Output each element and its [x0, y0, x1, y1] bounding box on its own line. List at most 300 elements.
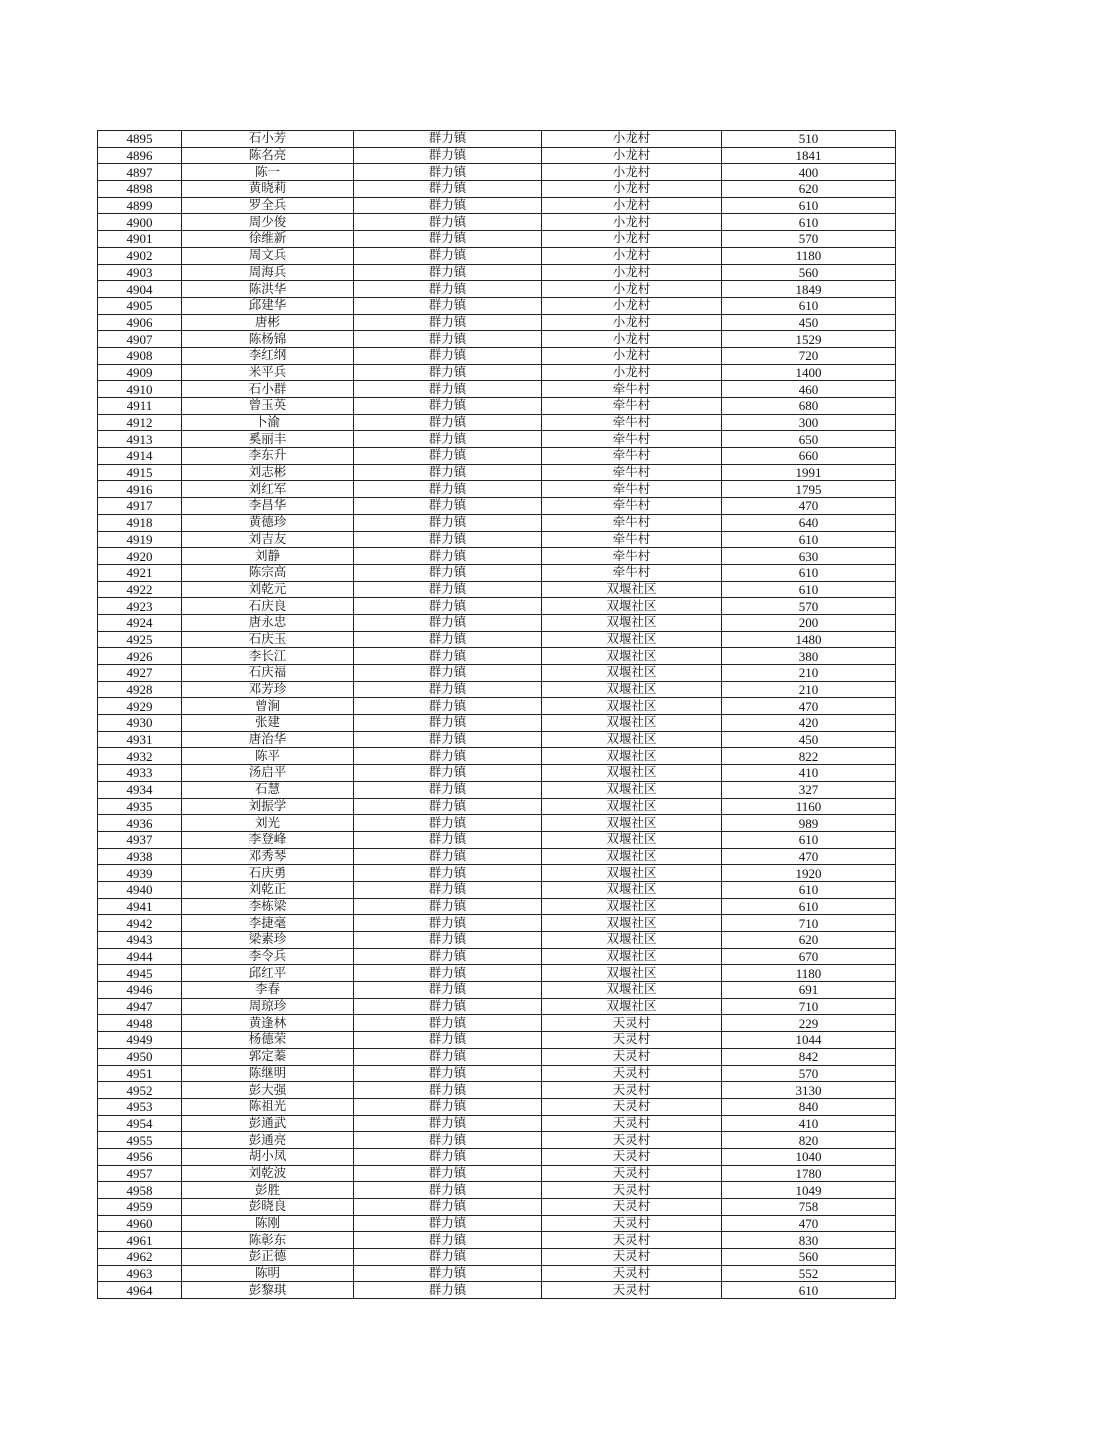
row-number-cell: 4899 — [98, 197, 182, 214]
town-cell: 群力镇 — [354, 698, 542, 715]
village-cell: 双堰社区 — [542, 965, 722, 982]
amount-cell: 830 — [722, 1232, 896, 1249]
amount-cell: 620 — [722, 181, 896, 198]
village-cell: 双堰社区 — [542, 581, 722, 598]
amount-cell: 710 — [722, 998, 896, 1015]
town-cell: 群力镇 — [354, 631, 542, 648]
town-cell: 群力镇 — [354, 564, 542, 581]
amount-cell: 1780 — [722, 1165, 896, 1182]
row-number-cell: 4898 — [98, 181, 182, 198]
village-cell: 双堰社区 — [542, 648, 722, 665]
row-number-cell: 4931 — [98, 731, 182, 748]
amount-cell: 620 — [722, 932, 896, 949]
town-cell: 群力镇 — [354, 965, 542, 982]
amount-cell: 610 — [722, 581, 896, 598]
village-cell: 双堰社区 — [542, 982, 722, 999]
village-cell: 小龙村 — [542, 147, 722, 164]
row-number-cell: 4919 — [98, 531, 182, 548]
amount-cell: 610 — [722, 831, 896, 848]
table-row — [98, 1265, 896, 1282]
row-number-cell: 4932 — [98, 748, 182, 765]
row-number-cell: 4955 — [98, 1132, 182, 1149]
table-row — [98, 1165, 896, 1182]
name-cell: 彭大强 — [182, 1082, 354, 1099]
row-number-cell: 4953 — [98, 1098, 182, 1115]
town-cell: 群力镇 — [354, 498, 542, 515]
amount-cell: 610 — [722, 197, 896, 214]
amount-cell: 460 — [722, 381, 896, 398]
village-cell: 双堰社区 — [542, 915, 722, 932]
amount-cell: 1795 — [722, 481, 896, 498]
name-cell: 李长江 — [182, 648, 354, 665]
village-cell: 小龙村 — [542, 131, 722, 148]
village-cell: 天灵村 — [542, 1115, 722, 1132]
name-cell: 陈杨锦 — [182, 331, 354, 348]
town-cell: 群力镇 — [354, 681, 542, 698]
row-number-cell: 4949 — [98, 1032, 182, 1049]
town-cell: 群力镇 — [354, 648, 542, 665]
amount-cell: 610 — [722, 898, 896, 915]
row-number-cell: 4954 — [98, 1115, 182, 1132]
row-number-cell: 4913 — [98, 431, 182, 448]
village-cell: 双堰社区 — [542, 598, 722, 615]
name-cell: 陈平 — [182, 748, 354, 765]
name-cell: 李登峰 — [182, 831, 354, 848]
amount-cell: 842 — [722, 1048, 896, 1065]
town-cell: 群力镇 — [354, 731, 542, 748]
table-row — [98, 1032, 896, 1049]
table-row — [98, 948, 896, 965]
village-cell: 小龙村 — [542, 264, 722, 281]
amount-cell: 1400 — [722, 364, 896, 381]
name-cell: 陈继明 — [182, 1065, 354, 1082]
town-cell: 群力镇 — [354, 581, 542, 598]
amount-cell: 610 — [722, 297, 896, 314]
table-row — [98, 1098, 896, 1115]
row-number-cell: 4900 — [98, 214, 182, 231]
row-number-cell: 4933 — [98, 765, 182, 782]
village-cell: 天灵村 — [542, 1232, 722, 1249]
village-cell: 双堰社区 — [542, 665, 722, 682]
table-row — [98, 581, 896, 598]
name-cell: 李令兵 — [182, 948, 354, 965]
row-number-cell: 4920 — [98, 548, 182, 565]
village-cell: 牵牛村 — [542, 414, 722, 431]
village-cell: 牵牛村 — [542, 548, 722, 565]
town-cell: 群力镇 — [354, 831, 542, 848]
table-row — [98, 281, 896, 298]
village-cell: 天灵村 — [542, 1048, 722, 1065]
village-cell: 双堰社区 — [542, 731, 722, 748]
town-cell: 群力镇 — [354, 247, 542, 264]
town-cell: 群力镇 — [354, 398, 542, 415]
row-number-cell: 4909 — [98, 364, 182, 381]
row-number-cell: 4936 — [98, 815, 182, 832]
village-cell: 双堰社区 — [542, 998, 722, 1015]
town-cell: 群力镇 — [354, 798, 542, 815]
town-cell: 群力镇 — [354, 598, 542, 615]
town-cell: 群力镇 — [354, 164, 542, 181]
table-row — [98, 147, 896, 164]
town-cell: 群力镇 — [354, 1082, 542, 1099]
table-row — [98, 932, 896, 949]
amount-cell: 720 — [722, 347, 896, 364]
amount-cell: 820 — [722, 1132, 896, 1149]
name-cell: 彭胜 — [182, 1182, 354, 1199]
name-cell: 刘振学 — [182, 798, 354, 815]
amount-cell: 610 — [722, 531, 896, 548]
amount-cell: 410 — [722, 765, 896, 782]
name-cell: 徐维新 — [182, 231, 354, 248]
table-row — [98, 164, 896, 181]
village-cell: 牵牛村 — [542, 481, 722, 498]
village-cell: 小龙村 — [542, 347, 722, 364]
amount-cell: 1160 — [722, 798, 896, 815]
table-row — [98, 681, 896, 698]
village-cell: 天灵村 — [542, 1082, 722, 1099]
name-cell: 卜渝 — [182, 414, 354, 431]
row-number-cell: 4921 — [98, 564, 182, 581]
row-number-cell: 4964 — [98, 1282, 182, 1299]
village-cell: 天灵村 — [542, 1015, 722, 1032]
table-row — [98, 815, 896, 832]
amount-cell: 420 — [722, 715, 896, 732]
table-row — [98, 848, 896, 865]
table-row — [98, 564, 896, 581]
table-row — [98, 314, 896, 331]
table-row — [98, 1065, 896, 1082]
table-row — [98, 731, 896, 748]
name-cell: 周海兵 — [182, 264, 354, 281]
name-cell: 陈宗高 — [182, 564, 354, 581]
village-cell: 天灵村 — [542, 1182, 722, 1199]
table-row — [98, 915, 896, 932]
table-row — [98, 765, 896, 782]
row-number-cell: 4912 — [98, 414, 182, 431]
table-row — [98, 381, 896, 398]
town-cell: 群力镇 — [354, 1015, 542, 1032]
name-cell: 石庆福 — [182, 665, 354, 682]
town-cell: 群力镇 — [354, 1032, 542, 1049]
name-cell: 李捷毫 — [182, 915, 354, 932]
row-number-cell: 4925 — [98, 631, 182, 648]
row-number-cell: 4958 — [98, 1182, 182, 1199]
amount-cell: 1049 — [722, 1182, 896, 1199]
village-cell: 双堰社区 — [542, 881, 722, 898]
row-number-cell: 4962 — [98, 1249, 182, 1266]
name-cell: 杨德荣 — [182, 1032, 354, 1049]
amount-cell: 840 — [722, 1098, 896, 1115]
row-number-cell: 4930 — [98, 715, 182, 732]
town-cell: 群力镇 — [354, 998, 542, 1015]
name-cell: 石小芳 — [182, 131, 354, 148]
town-cell: 群力镇 — [354, 1065, 542, 1082]
village-cell: 牵牛村 — [542, 381, 722, 398]
row-number-cell: 4942 — [98, 915, 182, 932]
row-number-cell: 4907 — [98, 331, 182, 348]
town-cell: 群力镇 — [354, 1148, 542, 1165]
town-cell: 群力镇 — [354, 1282, 542, 1299]
row-number-cell: 4926 — [98, 648, 182, 665]
table-row — [98, 1148, 896, 1165]
town-cell: 群力镇 — [354, 281, 542, 298]
village-cell: 小龙村 — [542, 214, 722, 231]
name-cell: 石庆勇 — [182, 865, 354, 882]
amount-cell: 680 — [722, 398, 896, 415]
town-cell: 群力镇 — [354, 1165, 542, 1182]
table-row — [98, 1182, 896, 1199]
row-number-cell: 4918 — [98, 514, 182, 531]
name-cell: 周少俊 — [182, 214, 354, 231]
row-number-cell: 4959 — [98, 1199, 182, 1216]
amount-cell: 1849 — [722, 281, 896, 298]
town-cell: 群力镇 — [354, 765, 542, 782]
row-number-cell: 4904 — [98, 281, 182, 298]
town-cell: 群力镇 — [354, 1249, 542, 1266]
village-cell: 双堰社区 — [542, 865, 722, 882]
table-row — [98, 1199, 896, 1216]
amount-cell: 450 — [722, 314, 896, 331]
table-row — [98, 1215, 896, 1232]
village-cell: 天灵村 — [542, 1282, 722, 1299]
amount-cell: 610 — [722, 214, 896, 231]
town-cell: 群力镇 — [354, 481, 542, 498]
amount-cell: 380 — [722, 648, 896, 665]
table-row — [98, 614, 896, 631]
name-cell: 陈刚 — [182, 1215, 354, 1232]
village-cell: 天灵村 — [542, 1265, 722, 1282]
village-cell: 双堰社区 — [542, 715, 722, 732]
table-row — [98, 648, 896, 665]
town-cell: 群力镇 — [354, 197, 542, 214]
town-cell: 群力镇 — [354, 414, 542, 431]
table-row — [98, 181, 896, 198]
name-cell: 李春 — [182, 982, 354, 999]
village-cell: 双堰社区 — [542, 614, 722, 631]
village-cell: 牵牛村 — [542, 514, 722, 531]
village-cell: 双堰社区 — [542, 948, 722, 965]
name-cell: 汤启平 — [182, 765, 354, 782]
name-cell: 陈明 — [182, 1265, 354, 1282]
amount-cell: 1529 — [722, 331, 896, 348]
amount-cell: 570 — [722, 1065, 896, 1082]
row-number-cell: 4937 — [98, 831, 182, 848]
row-number-cell: 4934 — [98, 781, 182, 798]
amount-cell: 470 — [722, 498, 896, 515]
name-cell: 陈名亮 — [182, 147, 354, 164]
table-row — [98, 1132, 896, 1149]
name-cell: 彭晓良 — [182, 1199, 354, 1216]
village-cell: 双堰社区 — [542, 831, 722, 848]
village-cell: 牵牛村 — [542, 464, 722, 481]
town-cell: 群力镇 — [354, 1182, 542, 1199]
table-row — [98, 1115, 896, 1132]
town-cell: 群力镇 — [354, 514, 542, 531]
village-cell: 小龙村 — [542, 297, 722, 314]
town-cell: 群力镇 — [354, 264, 542, 281]
name-cell: 石庆玉 — [182, 631, 354, 648]
row-number-cell: 4914 — [98, 448, 182, 465]
village-cell: 牵牛村 — [542, 531, 722, 548]
village-cell: 牵牛村 — [542, 398, 722, 415]
amount-cell: 640 — [722, 514, 896, 531]
village-cell: 双堰社区 — [542, 781, 722, 798]
town-cell: 群力镇 — [354, 815, 542, 832]
row-number-cell: 4903 — [98, 264, 182, 281]
amount-cell: 210 — [722, 681, 896, 698]
village-cell: 牵牛村 — [542, 498, 722, 515]
table-row — [98, 531, 896, 548]
table-row — [98, 698, 896, 715]
amount-cell: 210 — [722, 665, 896, 682]
village-cell: 天灵村 — [542, 1032, 722, 1049]
village-cell: 天灵村 — [542, 1148, 722, 1165]
table-row — [98, 498, 896, 515]
village-cell: 小龙村 — [542, 331, 722, 348]
row-number-cell: 4957 — [98, 1165, 182, 1182]
table-row — [98, 665, 896, 682]
village-cell: 天灵村 — [542, 1215, 722, 1232]
name-cell: 陈一 — [182, 164, 354, 181]
table-row — [98, 965, 896, 982]
name-cell: 邓秀琴 — [182, 848, 354, 865]
row-number-cell: 4901 — [98, 231, 182, 248]
amount-cell: 610 — [722, 564, 896, 581]
amount-cell: 327 — [722, 781, 896, 798]
town-cell: 群力镇 — [354, 1098, 542, 1115]
amount-cell: 660 — [722, 448, 896, 465]
amount-cell: 229 — [722, 1015, 896, 1032]
village-cell: 小龙村 — [542, 281, 722, 298]
name-cell: 彭正德 — [182, 1249, 354, 1266]
town-cell: 群力镇 — [354, 1215, 542, 1232]
town-cell: 群力镇 — [354, 231, 542, 248]
row-number-cell: 4916 — [98, 481, 182, 498]
amount-cell: 470 — [722, 1215, 896, 1232]
town-cell: 群力镇 — [354, 915, 542, 932]
village-cell: 天灵村 — [542, 1199, 722, 1216]
table-body — [98, 131, 896, 1299]
row-number-cell: 4927 — [98, 665, 182, 682]
table-row — [98, 831, 896, 848]
village-cell: 双堰社区 — [542, 681, 722, 698]
table-row — [98, 214, 896, 231]
village-cell: 牵牛村 — [542, 448, 722, 465]
table-row — [98, 598, 896, 615]
amount-cell: 610 — [722, 1282, 896, 1299]
amount-cell: 560 — [722, 264, 896, 281]
amount-cell: 570 — [722, 598, 896, 615]
row-number-cell: 4908 — [98, 347, 182, 364]
village-cell: 天灵村 — [542, 1065, 722, 1082]
name-cell: 黄德珍 — [182, 514, 354, 531]
row-number-cell: 4935 — [98, 798, 182, 815]
town-cell: 群力镇 — [354, 748, 542, 765]
town-cell: 群力镇 — [354, 881, 542, 898]
table-row — [98, 364, 896, 381]
row-number-cell: 4956 — [98, 1148, 182, 1165]
name-cell: 刘乾元 — [182, 581, 354, 598]
row-number-cell: 4951 — [98, 1065, 182, 1082]
row-number-cell: 4915 — [98, 464, 182, 481]
town-cell: 群力镇 — [354, 1232, 542, 1249]
table-row — [98, 982, 896, 999]
name-cell: 黄逢林 — [182, 1015, 354, 1032]
row-number-cell: 4939 — [98, 865, 182, 882]
name-cell: 刘乾波 — [182, 1165, 354, 1182]
town-cell: 群力镇 — [354, 381, 542, 398]
name-cell: 张建 — [182, 715, 354, 732]
village-cell: 小龙村 — [542, 164, 722, 181]
row-number-cell: 4952 — [98, 1082, 182, 1099]
village-cell: 天灵村 — [542, 1098, 722, 1115]
name-cell: 陈洪华 — [182, 281, 354, 298]
name-cell: 石慧 — [182, 781, 354, 798]
amount-cell: 510 — [722, 131, 896, 148]
table-row — [98, 347, 896, 364]
town-cell: 群力镇 — [354, 297, 542, 314]
town-cell: 群力镇 — [354, 1048, 542, 1065]
town-cell: 群力镇 — [354, 448, 542, 465]
row-number-cell: 4902 — [98, 247, 182, 264]
table-row — [98, 414, 896, 431]
name-cell: 刘乾正 — [182, 881, 354, 898]
town-cell: 群力镇 — [354, 1115, 542, 1132]
row-number-cell: 4923 — [98, 598, 182, 615]
amount-cell: 650 — [722, 431, 896, 448]
table-row — [98, 548, 896, 565]
amount-cell: 470 — [722, 848, 896, 865]
table-row — [98, 231, 896, 248]
row-number-cell: 4896 — [98, 147, 182, 164]
amount-cell: 560 — [722, 1249, 896, 1266]
town-cell: 群力镇 — [354, 1132, 542, 1149]
row-number-cell: 4906 — [98, 314, 182, 331]
row-number-cell: 4946 — [98, 982, 182, 999]
table-row — [98, 331, 896, 348]
amount-cell: 1920 — [722, 865, 896, 882]
row-number-cell: 4928 — [98, 681, 182, 698]
table-row — [98, 398, 896, 415]
table-row — [98, 865, 896, 882]
village-cell: 双堰社区 — [542, 932, 722, 949]
name-cell: 刘志彬 — [182, 464, 354, 481]
table-row — [98, 1082, 896, 1099]
name-cell: 李栋梁 — [182, 898, 354, 915]
village-cell: 双堰社区 — [542, 798, 722, 815]
row-number-cell: 4897 — [98, 164, 182, 181]
table-row — [98, 481, 896, 498]
town-cell: 群力镇 — [354, 347, 542, 364]
amount-cell: 552 — [722, 1265, 896, 1282]
name-cell: 曾玉英 — [182, 398, 354, 415]
table-row — [98, 1282, 896, 1299]
town-cell: 群力镇 — [354, 364, 542, 381]
name-cell: 李昌华 — [182, 498, 354, 515]
village-cell: 小龙村 — [542, 181, 722, 198]
town-cell: 群力镇 — [354, 1199, 542, 1216]
amount-cell: 1040 — [722, 1148, 896, 1165]
row-number-cell: 4938 — [98, 848, 182, 865]
amount-cell: 758 — [722, 1199, 896, 1216]
amount-cell: 200 — [722, 614, 896, 631]
town-cell: 群力镇 — [354, 898, 542, 915]
village-cell: 天灵村 — [542, 1249, 722, 1266]
name-cell: 陈祖光 — [182, 1098, 354, 1115]
table-row — [98, 1249, 896, 1266]
table-row — [98, 448, 896, 465]
town-cell: 群力镇 — [354, 715, 542, 732]
